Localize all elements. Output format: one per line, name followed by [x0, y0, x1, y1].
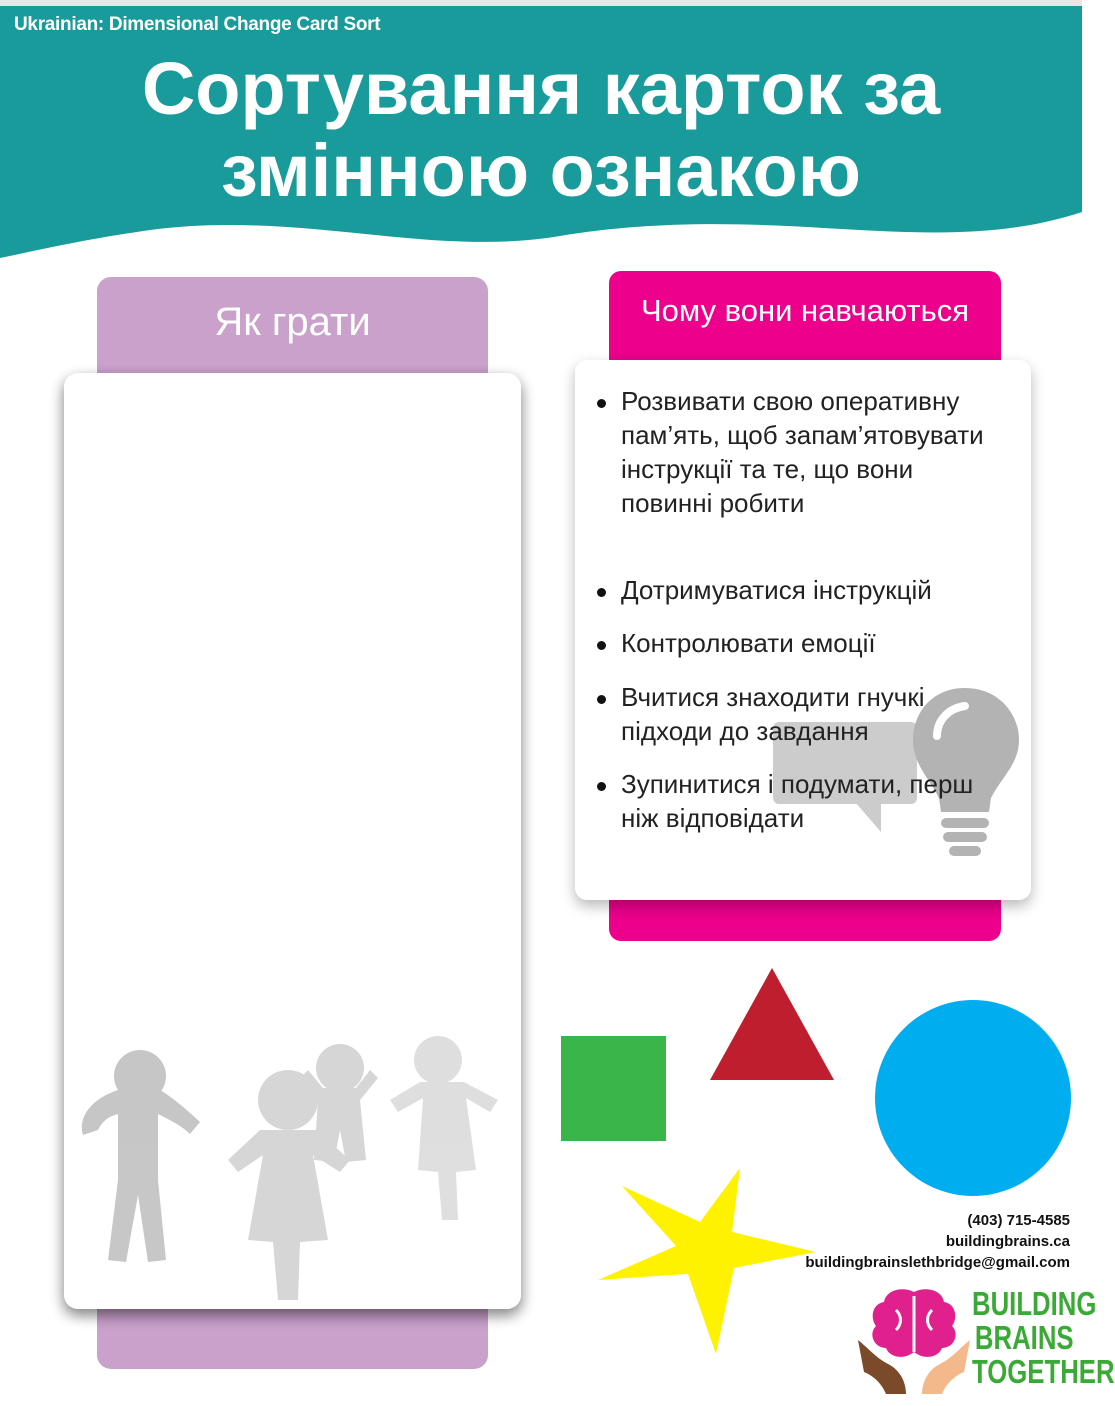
bullet-dot [597, 399, 606, 408]
page-title [0, 48, 1082, 212]
title-line-1: Сортування карток за [141, 47, 941, 130]
contact-info [805, 1210, 1070, 1273]
brain-hands-logo-icon [856, 1286, 972, 1396]
bullet-dot [597, 588, 606, 597]
document-subtitle: Ukrainian: Dimensional Change Card Sort [14, 14, 381, 35]
contact-email: buildingbrainslethbridge@gmail.com [805, 1254, 1070, 1271]
title-line-2: змінною ознакою [221, 129, 861, 212]
logo-line-2: BRAINS [974, 1319, 1074, 1356]
benefit-text: Зупинитися і подумати, перш ніж відповідати [621, 769, 974, 833]
bullet-dot [597, 641, 606, 650]
header-banner [0, 0, 1082, 300]
contact-phone: (403) 715-4585 [967, 1212, 1070, 1229]
blue-circle-shape [875, 1000, 1071, 1196]
green-square-shape [561, 1036, 666, 1141]
how-to-play-title: Як грати [214, 300, 371, 344]
yellow-star-shape [596, 1166, 818, 1356]
logo-wordmark [972, 1285, 1115, 1390]
logo-line-3: TOGETHER [972, 1353, 1115, 1390]
red-triangle-shape [708, 966, 836, 1082]
benefit-text: Дотримуватися інструкцій [621, 575, 932, 605]
bullet-dot [597, 695, 606, 704]
why-they-learn-card [575, 360, 1031, 900]
bullet-dot [597, 782, 606, 791]
children-silhouette-icon [78, 1030, 518, 1310]
benefit-text: Контролювати емоції [621, 628, 876, 658]
logo-line-1: BUILDING [972, 1285, 1097, 1322]
why-they-learn-title: Чому вони навчаються [640, 293, 970, 328]
benefit-text: Вчитися знаходити гнучкі підходи до завдання [621, 682, 925, 746]
contact-website: buildingbrains.ca [945, 1233, 1070, 1250]
benefit-text: Розвивати свою оперативну пам’ять, щоб запам’ятовувати інструкції та те, що вони повинні робити [621, 386, 984, 518]
